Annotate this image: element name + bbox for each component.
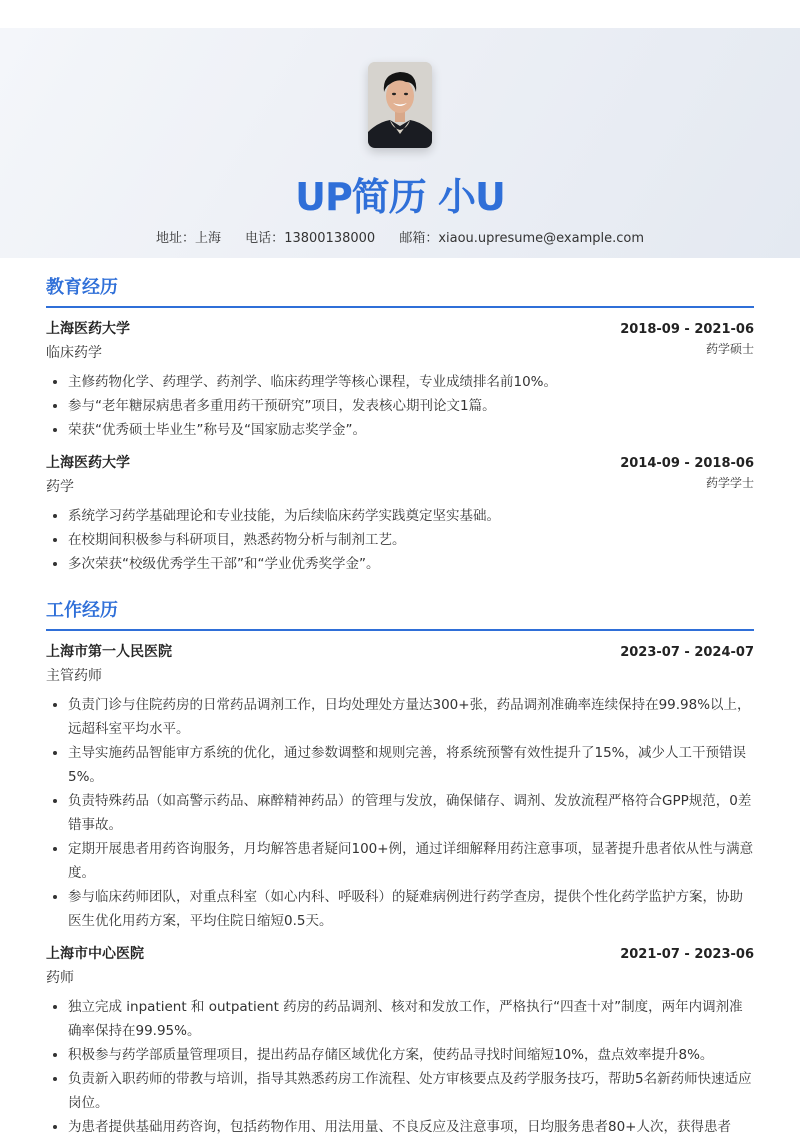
employer-name: 上海市第一人民医院 — [46, 644, 172, 660]
phone-label: 电话： — [245, 231, 285, 246]
email-value: xiaou.upresume@example.com — [438, 231, 644, 246]
school-name: 上海医药大学 — [46, 321, 130, 337]
work-entry — [46, 943, 754, 1139]
school-name: 上海医药大学 — [46, 455, 130, 471]
list-item: • 为患者提供基础用药咨询，包括药物作用、用法用量、不良反应及注意事项，日均服务患者80+人次，获得患者 — [68, 1115, 754, 1139]
resume-body — [0, 273, 800, 1139]
resume-header — [0, 28, 800, 258]
phone-value: 13800138000 — [284, 231, 376, 246]
list-item: • 参与“老年糖尿病患者多重用药干预研究”项目，发表核心期刊论文1篇。 — [68, 394, 754, 418]
list-item: • 多次荣获“校级优秀学生干部”和“学业优秀奖学金”。 — [68, 552, 754, 576]
date-range: 2014-09 - 2018-06 — [620, 456, 754, 471]
list-item: • 主修药物化学、药理学、药剂学、临床药理学等核心课程，专业成绩排名前10%。 — [68, 370, 754, 394]
education-entry — [46, 452, 754, 576]
list-item: • 在校期间积极参与科研项目，熟悉药物分析与制剂工艺。 — [68, 528, 754, 552]
address-label: 地址： — [156, 231, 196, 246]
top-margin — [0, 0, 800, 28]
date-range: 2023-07 - 2024-07 — [620, 645, 754, 660]
contact-phone — [245, 231, 375, 246]
bullet-list — [46, 370, 754, 442]
person-photo-icon — [368, 62, 432, 148]
contact-address — [156, 231, 221, 246]
list-item: • 参与临床药师团队，对重点科室（如心内科、呼吸科）的疑难病例进行药学查房，提供个性化药学监护方案，协助医生优化用药方案，平均住院日缩短0.5天。 — [68, 885, 754, 933]
avatar — [368, 62, 432, 148]
list-item: • 独立完成 inpatient 和 outpatient 药房的药品调剂、核对和发放工作，严格执行“四查十对”制度，两年内调剂准确率保持在99.95%。 — [68, 995, 754, 1043]
degree: 药学硕士 — [705, 342, 754, 356]
major: 临床药学 — [46, 345, 102, 361]
list-item: • 荣获“优秀硕士毕业生”称号及“国家励志奖学金”。 — [68, 418, 754, 442]
date-range: 2021-07 - 2023-06 — [620, 947, 754, 962]
bullet-list — [46, 693, 754, 933]
list-item: • 系统学习药学基础理论和专业技能，为后续临床药学实践奠定坚实基础。 — [68, 504, 754, 528]
email-label: 邮箱： — [399, 231, 439, 246]
section-title-education: 教育经历 — [46, 273, 754, 308]
section-title-work: 工作经历 — [46, 596, 754, 631]
bullet-list — [46, 504, 754, 576]
address-value: 上海 — [195, 231, 222, 246]
major: 药学 — [46, 479, 74, 495]
list-item: • 积极参与药学部质量管理项目，提出药品存储区域优化方案，使药品寻找时间缩短10%，盘点效率提升8%。 — [68, 1043, 754, 1067]
contact-info — [0, 227, 800, 246]
employer-name: 上海市中心医院 — [46, 946, 144, 962]
list-item: • 负责特殊药品（如高警示药品、麻醉精神药品）的管理与发放，确保储存、调剂、发放流程严格符合GPP规范，0差错事故。 — [68, 789, 754, 837]
list-item: • 定期开展患者用药咨询服务，月均解答患者疑问100+例，通过详细解释用药注意事项，显著提升患者依从性与满意度。 — [68, 837, 754, 885]
list-item: • 负责新入职药师的带教与培训，指导其熟悉药房工作流程、处方审核要点及药学服务技巧，帮助5名新药师快速适应岗位。 — [68, 1067, 754, 1115]
work-entry — [46, 641, 754, 933]
job-title: 药师 — [46, 970, 74, 986]
degree: 药学学士 — [705, 476, 754, 490]
job-title: 主管药师 — [46, 668, 102, 684]
candidate-name: UP简历 小U — [295, 175, 505, 219]
contact-email — [399, 231, 644, 246]
education-entry — [46, 318, 754, 442]
list-item: • 负责门诊与住院药房的日常药品调剂工作，日均处理处方量达300+张，药品调剂准确率连续保持在99.98%以上，远超科室平均水平。 — [68, 693, 754, 741]
bullet-list — [46, 995, 754, 1139]
list-item: • 主导实施药品智能审方系统的优化，通过参数调整和规则完善，将系统预警有效性提升了15%，减少人工干预错误5%。 — [68, 741, 754, 789]
date-range: 2018-09 - 2021-06 — [620, 322, 754, 337]
